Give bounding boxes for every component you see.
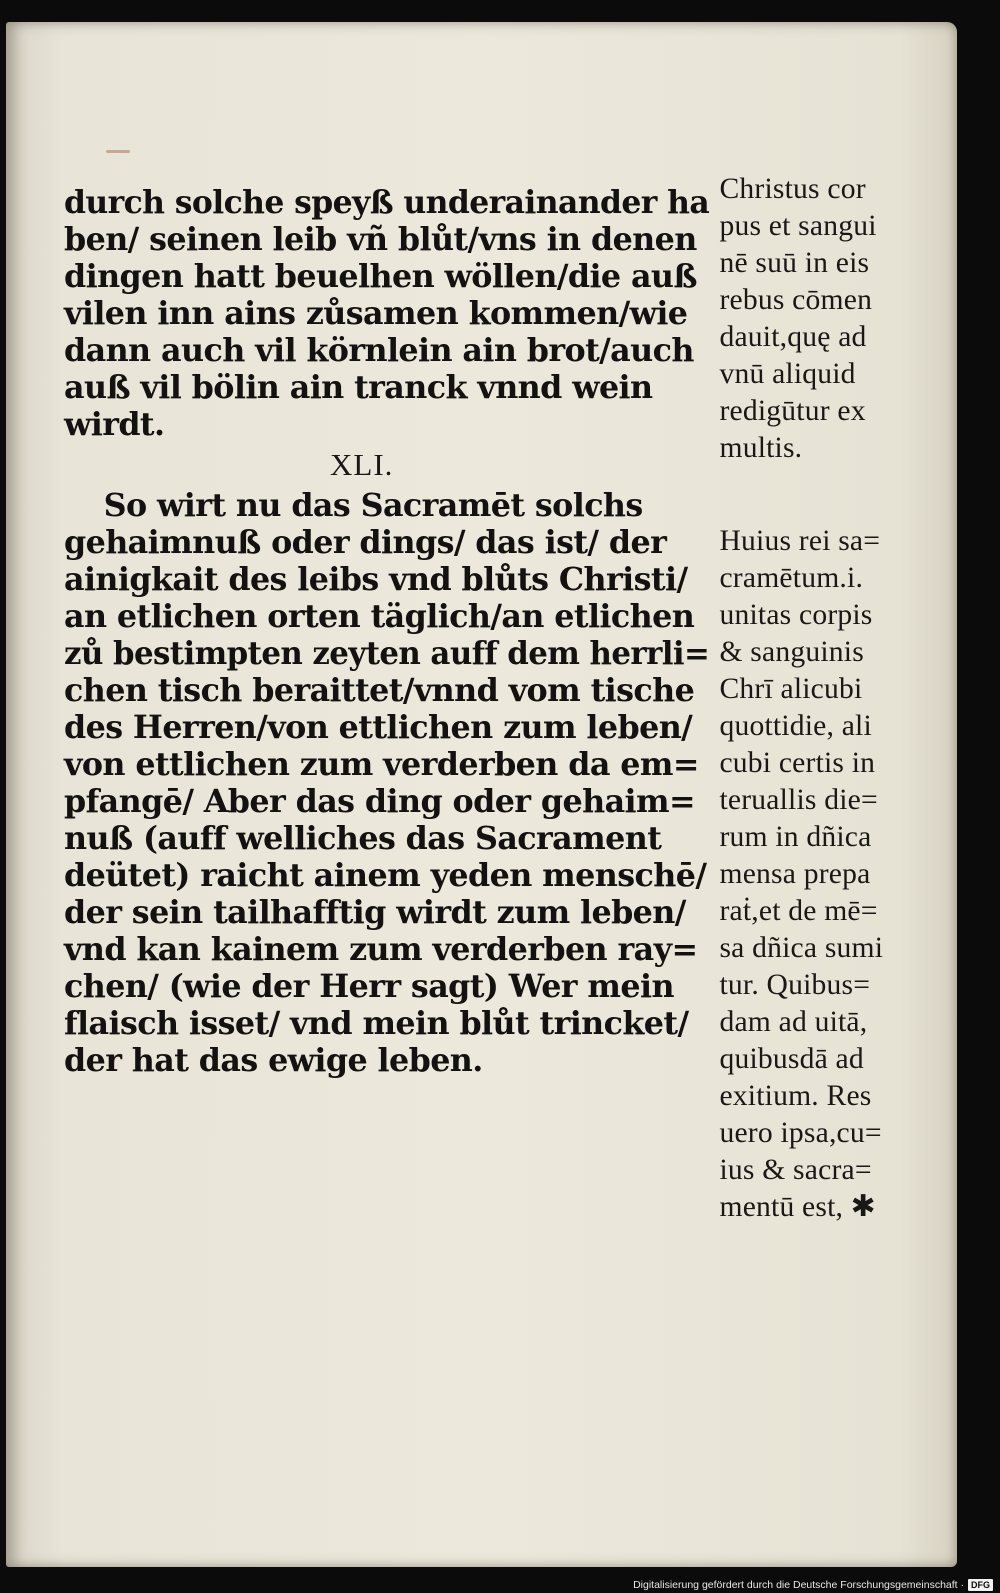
gloss-line: Chrī alicubi: [719, 672, 863, 705]
gloss-line: cramētum.i.: [719, 561, 864, 594]
text-line: der sein tailhafftig wirdt zum leben/: [64, 893, 686, 931]
gloss-line: mentū est, ✱: [719, 1190, 876, 1223]
marginal-gloss-2: [718, 522, 943, 1225]
text-line: So wirt nu das Sacramēt solchs: [103, 486, 643, 524]
text-line: zů bestimpten zeyten auff dem herrli=: [64, 634, 710, 672]
gloss-line: nē suū in eis: [719, 246, 870, 279]
text-line: an etlichen orten täglich/an etlichen: [64, 597, 695, 635]
text-line: vilen inn ains zůsamen kommen/wie: [64, 294, 688, 332]
gloss-line: redigūtur ex: [719, 394, 866, 427]
text-line: pfangē/ Aber das ding oder gehaim=: [64, 782, 696, 820]
dfg-logo-icon: DFG: [968, 1579, 993, 1591]
page-stain-mark: [106, 150, 130, 153]
gloss-line: tur. Quibus=: [719, 968, 871, 1001]
main-text-column: [64, 184, 714, 1079]
gloss-line: Christus cor: [719, 172, 866, 205]
text-line: dingen hatt beuelhen wöllen/die auß: [64, 257, 697, 295]
gloss-line: mensa prepa: [719, 857, 871, 890]
text-line: ben/ seinen leib vñ blůt/vns in denen: [64, 220, 697, 258]
gloss-line: & sanguinis: [719, 635, 864, 668]
gloss-line: ius & sacra=: [719, 1153, 872, 1186]
gloss-line: cubi certis in: [719, 746, 876, 779]
text-line: vnd kan kainem zum verderben ray=: [64, 930, 698, 968]
gloss-line: multis.: [719, 431, 803, 464]
gloss-line: exitium. Res: [719, 1079, 872, 1112]
marginal-gloss-1: [718, 170, 943, 466]
gloss-line: raṫ,et de mē=: [719, 894, 878, 927]
text-line: gehaimnuß oder dings/ das ist/ der: [64, 523, 667, 561]
text-line: wirdt.: [64, 405, 165, 443]
gloss-line: dam ad uitā,: [719, 1005, 868, 1038]
digitization-credit: [598, 1578, 993, 1592]
gloss-line: sa dñica sumi: [719, 931, 884, 964]
text-line: deütet) raicht ainem yeden menschē/: [64, 856, 707, 894]
gloss-line: unitas corpis: [719, 598, 873, 631]
text-line: des Herren/von ettlichen zum leben/: [64, 708, 693, 746]
gloss-line: dauit,quę ad: [719, 320, 867, 353]
text-line: dann auch vil körnlein ain brot/auch: [64, 331, 694, 369]
text-line: chen/ (wie der Herr sagt) Wer mein: [64, 967, 674, 1005]
gloss-line: rebus cōmen: [719, 283, 873, 316]
text-line: ainigkait des leibs vnd blůts Christi/: [64, 560, 688, 598]
gloss-line: teruallis die=: [719, 783, 878, 816]
text-line: nuß (auff welliches das Sacrament: [64, 819, 662, 857]
gloss-line: uero ipsa,cu=: [719, 1116, 882, 1149]
gloss-line: vnū aliquid: [719, 357, 856, 390]
text-line: chen tisch beraittet/vnnd vom tische: [64, 671, 695, 709]
gloss-line: Huius rei sa=: [719, 524, 881, 557]
text-line: von ettlichen zum verderben da em=: [64, 745, 699, 783]
gloss-line: quibusdā ad: [719, 1042, 864, 1075]
text-line: auß vil bölin ain tranck vnnd wein: [64, 368, 653, 406]
text-line: flaisch isset/ vnd mein blůt trincket/: [64, 1004, 689, 1042]
text-line: durch solche speyß underainander ha: [64, 183, 710, 221]
gloss-line: pus et sangui: [719, 209, 877, 242]
section-heading: XLI.: [330, 447, 394, 482]
gloss-line: rum in dñica: [719, 820, 872, 853]
text-line: der hat das ewige leben.: [64, 1041, 483, 1079]
credit-text: Digitalisierung gefördert durch die Deutsche Forschungsgemeinschaft ·: [633, 1579, 964, 1591]
gloss-line: quottidie, ali: [719, 709, 872, 742]
